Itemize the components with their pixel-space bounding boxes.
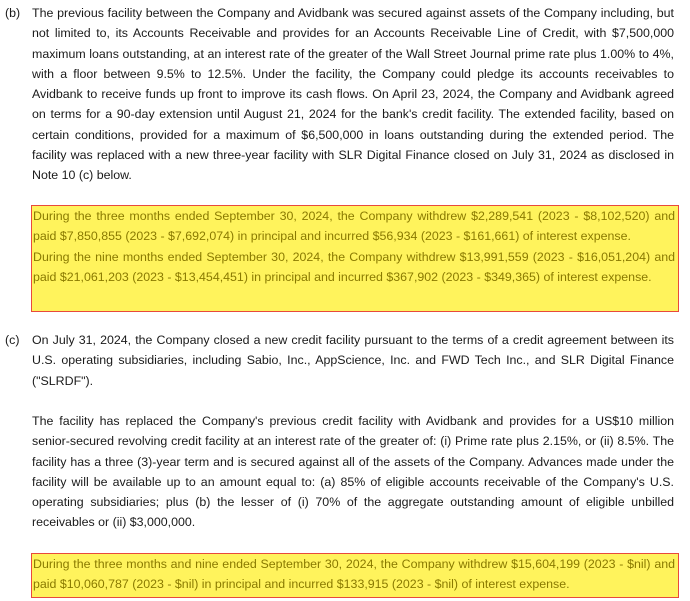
- section-b-highlight-nine-months: During the nine months ended September 30, 2024, the Company withdrew $13,991,559 (2023 - $16,051,204) and paid $21,061,203 (2023 - $13,454,451) in principal and incurred $367,902 (2023 - $349,365) of interest expense.: [33, 249, 675, 284]
- section-b-highlight-three-months: During the three months ended September 30, 2024, the Company withdrew $2,289,541 (2023 - $8,102,520) and paid $7,850,855 (2023 - $7,692,074) in principal and incurred $56,934 (2023 - $161,661) of interest expense.: [33, 209, 675, 244]
- section-c-highlight-text: During the three months and nine ended September 30, 2024, the Company withdrew $15,604,199 (2023 - $nil) and paid $10,060,787 (2023 - $nil) in principal and incurred $133,915 (2023 - $nil) of interest expense.: [33, 557, 675, 592]
- section-b-highlight-box: [31, 205, 679, 312]
- section-c-highlight-box: [31, 553, 679, 598]
- section-b-paragraph: The previous facility between the Company and Avidbank was secured against assets of the Company including, but not limited to, its Accounts Receivable and provides for an Accounts Receivable Line of Credit, with $7,500,000 maximum loans outstanding, at an interest rate of the greater of the Wall Street Journal prime rate plus 1.00% to 4%, with a floor between 9.5% to 12.5%. Under the facility, the Company could pledge its accounts receivables to Avidbank to receive funds up front to improve its cash flows. On April 23, 2024, the Company and Avidbank agreed on terms for a 90-day extension until August 21, 2024 for the bank's credit facility. The extended facility, based on certain conditions, provided for a maximum of $6,500,000 in loans outstanding during the extended period. The facility was replaced with a new three-year facility with SLR Digital Finance closed on July 31, 2024 as disclosed in Note 10 (c) below.: [32, 6, 674, 183]
- section-c-paragraph-1: On July 31, 2024, the Company closed a new credit facility pursuant to the terms of a credit agreement between its U.S. operating subsidiaries, including Sabio, Inc., AppScience, Inc. and FWD Tech Inc., and SLR Digital Finance ("SLRDF").: [32, 333, 674, 388]
- section-c-paragraph-2: The facility has replaced the Company's previous credit facility with Avidbank and provides for a US$10 million senior-secured revolving credit facility at an interest rate of the greater of: (i) Prime rate plus 2.15%, or (ii) 8.5%. The facility has a three (3)-year term and is secured against all of the assets of the Company. Advances made under the facility will be available up to an amount equal to: (a) 85% of eligible accounts receivable of the Company's U.S. operating subsidiaries; plus (b) the lesser of (i) 70% of the aggregate outstanding amount of eligible unbilled receivables or (ii) $3,000,000.: [32, 414, 674, 530]
- section-b-marker: (b): [5, 6, 21, 20]
- section-c-marker: (c): [5, 333, 20, 347]
